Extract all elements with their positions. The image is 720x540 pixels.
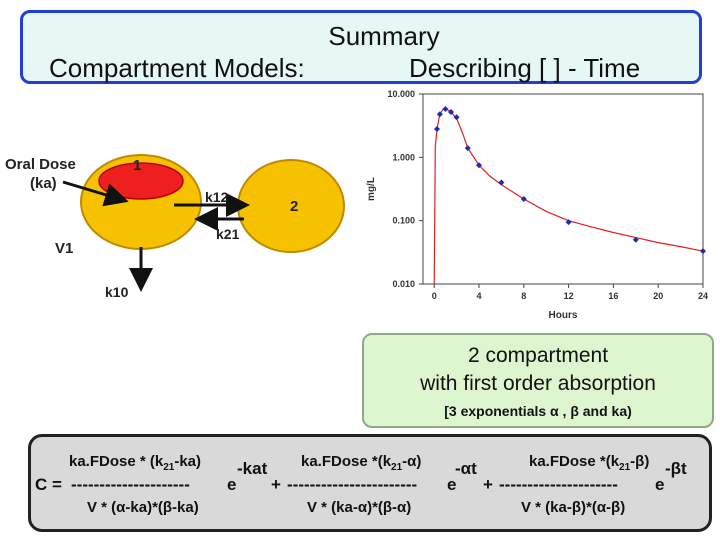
info-line-3: [3 exponentials α , β and ka) [444,403,632,419]
term3-fraction-bar: --------------------- [499,475,618,494]
term2-e: e [447,475,457,494]
term2-fraction-bar: ----------------------- [287,475,418,494]
k12-label: k12 [205,189,229,205]
term3-numerator: ka.FDose $*(k_{21}-\beta)$ [529,453,650,473]
term3-e: e [655,475,665,494]
c-equals: C = [35,475,62,494]
term2-denominator: V * (ka-α)*(β-α) [307,499,412,516]
y-axis-label: mg/L [366,177,377,201]
term3-denominator: V * (ka-β)*(α-β) [521,499,626,516]
compartment-1-label: 1 [133,157,142,174]
term1-exponent: -kat [237,459,268,478]
plus-1: + [271,475,281,494]
x-axis-label: Hours [548,310,578,321]
x-tick-label: 16 [608,291,619,301]
compartment-diagram [0,150,360,350]
compartment-2-label: 2 [290,198,299,215]
x-tick-label: 12 [563,291,574,301]
ka-label: (ka) [30,175,57,192]
y-tick-label: 0.100 [392,215,415,226]
concentration-time-chart [358,86,708,326]
term2-exponent: -αt [455,459,477,478]
k21-label: k21 [216,226,240,242]
term1-fraction-bar: --------------------- [71,475,190,494]
y-tick-label: 0.010 [392,279,415,289]
x-tick-label: 4 [476,291,482,301]
title-compartment-models: Compartment Models: [49,53,305,83]
info-line-2: with first order absorption [420,372,656,395]
k10-label: k10 [105,284,129,300]
equation-box [28,434,712,532]
term1-numerator: ka.FDose * $(k_{21}-ka)$ [69,453,202,473]
title-summary: Summary [328,21,440,51]
term1-e: e [227,475,237,494]
x-tick-label: 20 [653,291,664,301]
y-tick-label: 10.000 [387,89,415,99]
model-info-box [362,333,714,428]
term2-numerator: ka.FDose $*(k_{21}-\alpha)$ [301,453,422,473]
term3-exponent: -βt [665,459,687,478]
oral-dose-label: Oral Dose [5,156,76,173]
x-tick-label: 8 [521,291,527,301]
plus-2: + [483,475,493,494]
info-line-1: 2 compartment [467,344,609,367]
plot-area [423,94,703,284]
x-tick-label: 24 [697,291,708,301]
term1-denominator: V * (α-ka)*(β-ka) [87,499,199,516]
v1-label: V1 [55,240,74,257]
title-describing: Describing [ ] - Time [409,53,641,83]
title-box [20,10,702,84]
y-tick-label: 1.000 [392,152,415,163]
x-tick-label: 0 [431,291,437,301]
